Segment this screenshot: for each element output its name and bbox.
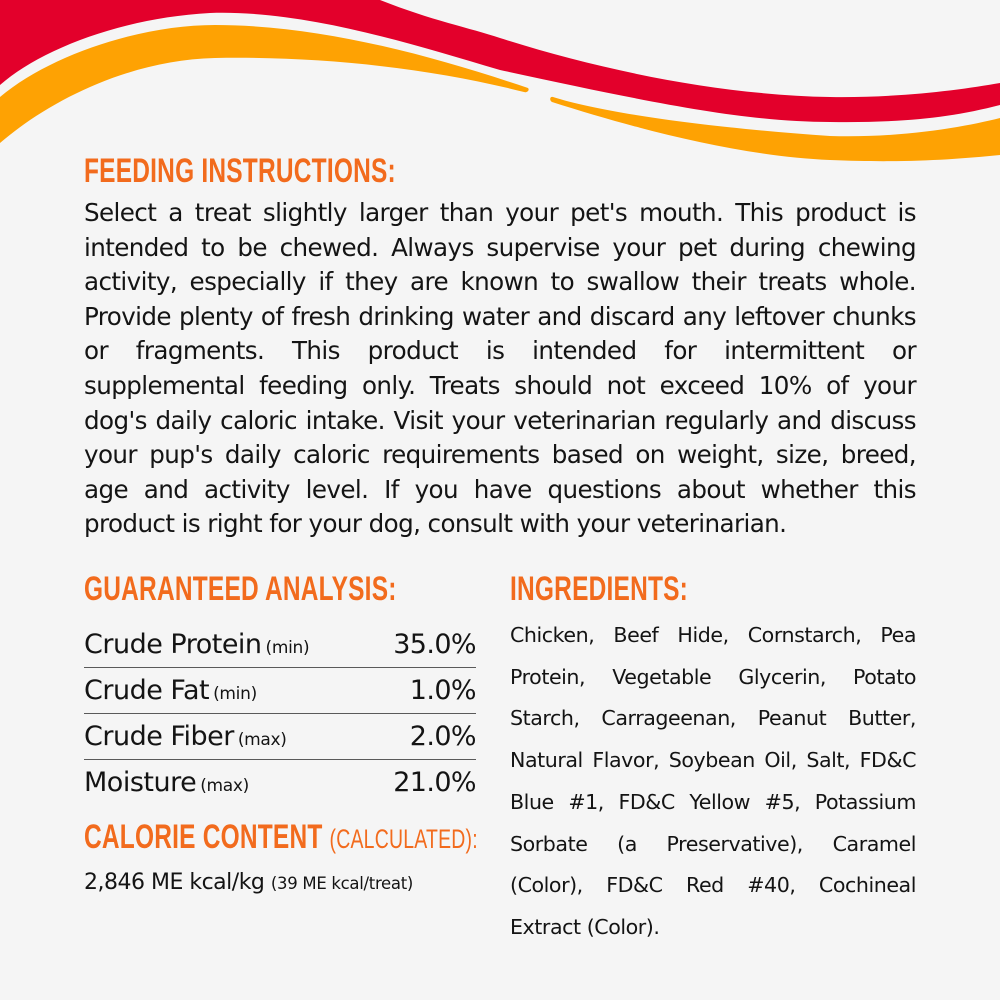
ingredients-text: Chicken, Beef Hide, Cornstarch, Pea Protein, Vegetable Glycerin, Potato Starch, Carrageenan, Peanut Butter, Natural Flavor, Soybean Oil, Salt, FD&C Blue #1, FD&C Yellow #5, Potassium Sorbate (a Preservative), Caramel (Color), FD&C Red #40, Cochineal Extract (Color). <box>510 623 916 939</box>
guaranteed-analysis-table <box>84 622 476 805</box>
analysis-row <box>84 760 476 805</box>
nutrient-name: Moisture <box>84 767 197 798</box>
feeding-instructions-heading: FEEDING INSTRUCTIONS: <box>84 152 396 190</box>
nutrient-value: 21.0% <box>393 767 476 798</box>
calorie-content-heading <box>84 820 478 856</box>
calorie-per-treat: (39 ME kcal/treat) <box>270 874 414 893</box>
nutrient-value: 2.0% <box>409 721 476 752</box>
nutrient-qualifier: (min) <box>213 684 257 704</box>
nutrient-value: 35.0% <box>393 629 476 660</box>
calorie-content-value <box>84 870 413 895</box>
analysis-row <box>84 622 476 668</box>
nutrient-qualifier: (max) <box>200 776 250 796</box>
analysis-row <box>84 668 476 714</box>
ingredients-list <box>510 615 916 949</box>
ingredients-heading: INGREDIENTS: <box>510 570 689 608</box>
guaranteed-analysis-heading: GUARANTEED ANALYSIS: <box>84 570 397 608</box>
analysis-label <box>84 622 309 667</box>
calorie-heading-suffix: (CALCULATED): <box>329 824 478 854</box>
nutrient-qualifier: (max) <box>237 730 287 750</box>
nutrient-qualifier: (min) <box>265 638 310 658</box>
feeding-paragraph: Select a treat slightly larger than your pet's mouth. This product is intended to be chewed. Always supervise your pet during chewing activity, especially if they are known to swallow their treats whole. Provide plenty of fresh drinking water and discard any leftover chunks or fragments. This product is intended for intermittent or supplemental feeding only. Treats should not exceed 10% of your dog's daily caloric intake. Visit your veterinarian regularly and discuss your pup's daily caloric requirements based on weight, size, breed, age and activity level. If you have questions about whether this product is right for your dog, consult with your veterinarian. <box>84 198 916 539</box>
feeding-instructions-text <box>84 196 916 542</box>
calorie-heading-main: CALORIE CONTENT <box>84 818 323 856</box>
nutrient-name: Crude Fat <box>84 675 210 706</box>
nutrient-name: Crude Protein <box>84 629 262 660</box>
nutrient-value: 1.0% <box>409 675 476 706</box>
nutrient-name: Crude Fiber <box>84 721 234 752</box>
analysis-label <box>84 668 257 713</box>
analysis-row <box>84 714 476 760</box>
analysis-label <box>84 714 287 759</box>
analysis-label <box>84 760 249 805</box>
calorie-per-kg: 2,846 ME kcal/kg <box>84 870 265 895</box>
